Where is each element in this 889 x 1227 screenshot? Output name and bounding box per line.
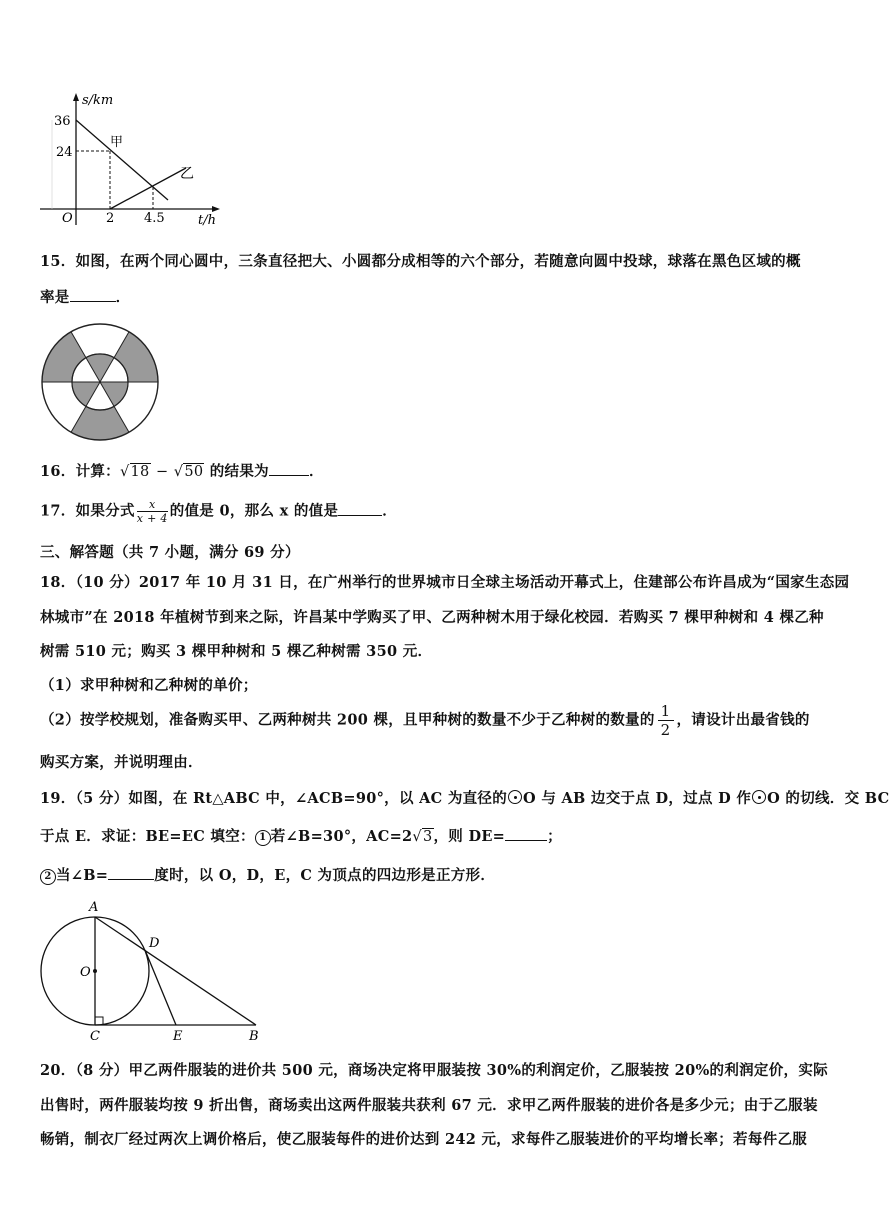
section-heading: 三、解答题（共 7 小题，满分 69 分）: [40, 544, 300, 561]
q16-suffix: 的结果为: [209, 463, 269, 480]
q20-line3: 畅销，制衣厂经过两次上调价格后，使乙服装每件的进价达到 242 元，求每件乙服装进价的平均增长率；若每件乙服: [40, 1131, 808, 1148]
axis-x-label: t/h: [198, 213, 216, 228]
sqrt-18: √18: [119, 464, 150, 480]
point-d: D: [149, 936, 160, 951]
q18-sub1: （1）求甲种树和乙种树的单价；: [40, 677, 258, 694]
q16-end: ．: [308, 463, 324, 480]
concentric-circles-figure: [38, 320, 162, 444]
q19-line2-end: ；: [547, 828, 562, 845]
q17-prefix: 17．如果分式: [40, 502, 135, 520]
answer-blank: [70, 287, 116, 302]
line-jia: [76, 120, 168, 200]
distance-time-graph: [38, 90, 228, 230]
q19-line2-b: 若∠B=30°，AC=2: [270, 828, 413, 845]
q19-line2: [40, 825, 562, 846]
fraction-x-over-x-plus-4: $\frac{x}{x + 4}$: [136, 498, 168, 525]
circled-two: 2: [40, 869, 56, 885]
point-c: C: [90, 1029, 100, 1044]
q18-sub2-suffix: ，请设计出最省钱的: [676, 711, 810, 729]
answer-blank: [108, 865, 154, 880]
q19-line2-c: ，则 DE=: [433, 828, 506, 845]
q16-line: [40, 460, 324, 481]
q20-line2: 出售时，两件服装均按 9 折出售，商场卖出这两件服装共获利 67 元．求甲乙两件服装的进价各是多少元；由于乙服装: [40, 1097, 818, 1114]
q17-end: ．: [382, 502, 398, 520]
fraction-one-half: $\frac{1}{2}$: [658, 702, 674, 739]
q19-line2-a: 于点 E．求证：BE=EC 填空：: [40, 828, 255, 845]
q19-line1: [40, 787, 889, 808]
q15-suffix: ．: [115, 289, 131, 306]
minus-sign: −: [155, 464, 169, 480]
circle-dot-symbol: [508, 790, 522, 804]
answer-blank: [269, 461, 309, 476]
q19-line1-b: O 与 AB 边交于点 D，过点 D 作: [523, 790, 752, 807]
q18-sub2-prefix: （2）按学校规划，准备购买甲、乙两种树共 200 棵，且甲种树的数量不少于乙种树的数量的: [40, 711, 655, 729]
q15-line1: 15．如图，在两个同心圆中，三条直径把大、小圆都分成相等的六个部分，若随意向圆中投球，球落在黑色区域的概: [40, 253, 801, 270]
circle-dot-symbol: [752, 790, 766, 804]
q15-prefix: 率是: [40, 289, 70, 306]
circled-one: 1: [255, 830, 271, 846]
q18-line3: 树需 510 元；购买 3 棵甲种树和 5 棵乙种树需 350 元．: [40, 643, 433, 660]
axis-y-label: s/km: [82, 93, 114, 108]
q20-line1: 20．（8 分）甲乙两件服装的进价共 500 元，商场决定将甲服装按 30%的利润定价，乙服装按 20%的利润定价，实际: [40, 1062, 828, 1079]
q16-prefix: 16．计算：: [40, 463, 120, 480]
x-tick-4-5: 4.5: [144, 211, 165, 226]
triangle-circle-figure: [36, 894, 268, 1044]
sqrt-50: √50: [173, 464, 204, 480]
label-yi: 乙: [180, 166, 194, 182]
q18-sub2: [40, 702, 810, 739]
y-tick-24: 24: [56, 145, 73, 160]
q18-line2: 林城市”在 2018 年植树节到来之际，许昌某中学购买了甲、乙两种树木用于绿化校园．若购买 7 棵甲种树和 4 棵乙种: [40, 609, 824, 626]
point-e: E: [173, 1029, 183, 1044]
y-tick-36: 36: [54, 114, 71, 129]
q19-line3: [40, 864, 495, 885]
x-tick-2: 2: [106, 211, 115, 226]
point-a: A: [89, 900, 99, 915]
point-b: B: [249, 1029, 259, 1044]
q17-line: [40, 498, 397, 525]
answer-blank: [505, 826, 547, 841]
q19-line3-b: 度时，以 O，D，E，C 为顶点的四边形是正方形．: [154, 867, 496, 884]
sqrt-3: √3: [412, 829, 433, 845]
q19-line1-a: 19．（5 分）如图，在 Rt△ABC 中，∠ACB=90°，以 AC 为直径的: [40, 790, 508, 807]
q17-middle: 的值是 0，那么 x 的值是: [169, 502, 339, 520]
answer-blank: [338, 501, 382, 516]
point-o: O: [80, 965, 91, 980]
q18-line1: 18．（10 分）2017 年 10 月 31 日，在广州举行的世界城市日全球主场活动开幕式上，住建部公布许昌成为“国家生态园: [40, 574, 850, 591]
origin-label: O: [62, 211, 73, 226]
line-yi: [110, 168, 186, 209]
q18-sub2-line2: 购买方案，并说明理由．: [40, 754, 203, 771]
q19-line3-a: 当∠B=: [56, 867, 109, 884]
label-jia: 甲: [110, 135, 124, 150]
q15-line2: [40, 286, 130, 307]
q19-line1-c: O 的切线．交 BC: [767, 790, 889, 807]
